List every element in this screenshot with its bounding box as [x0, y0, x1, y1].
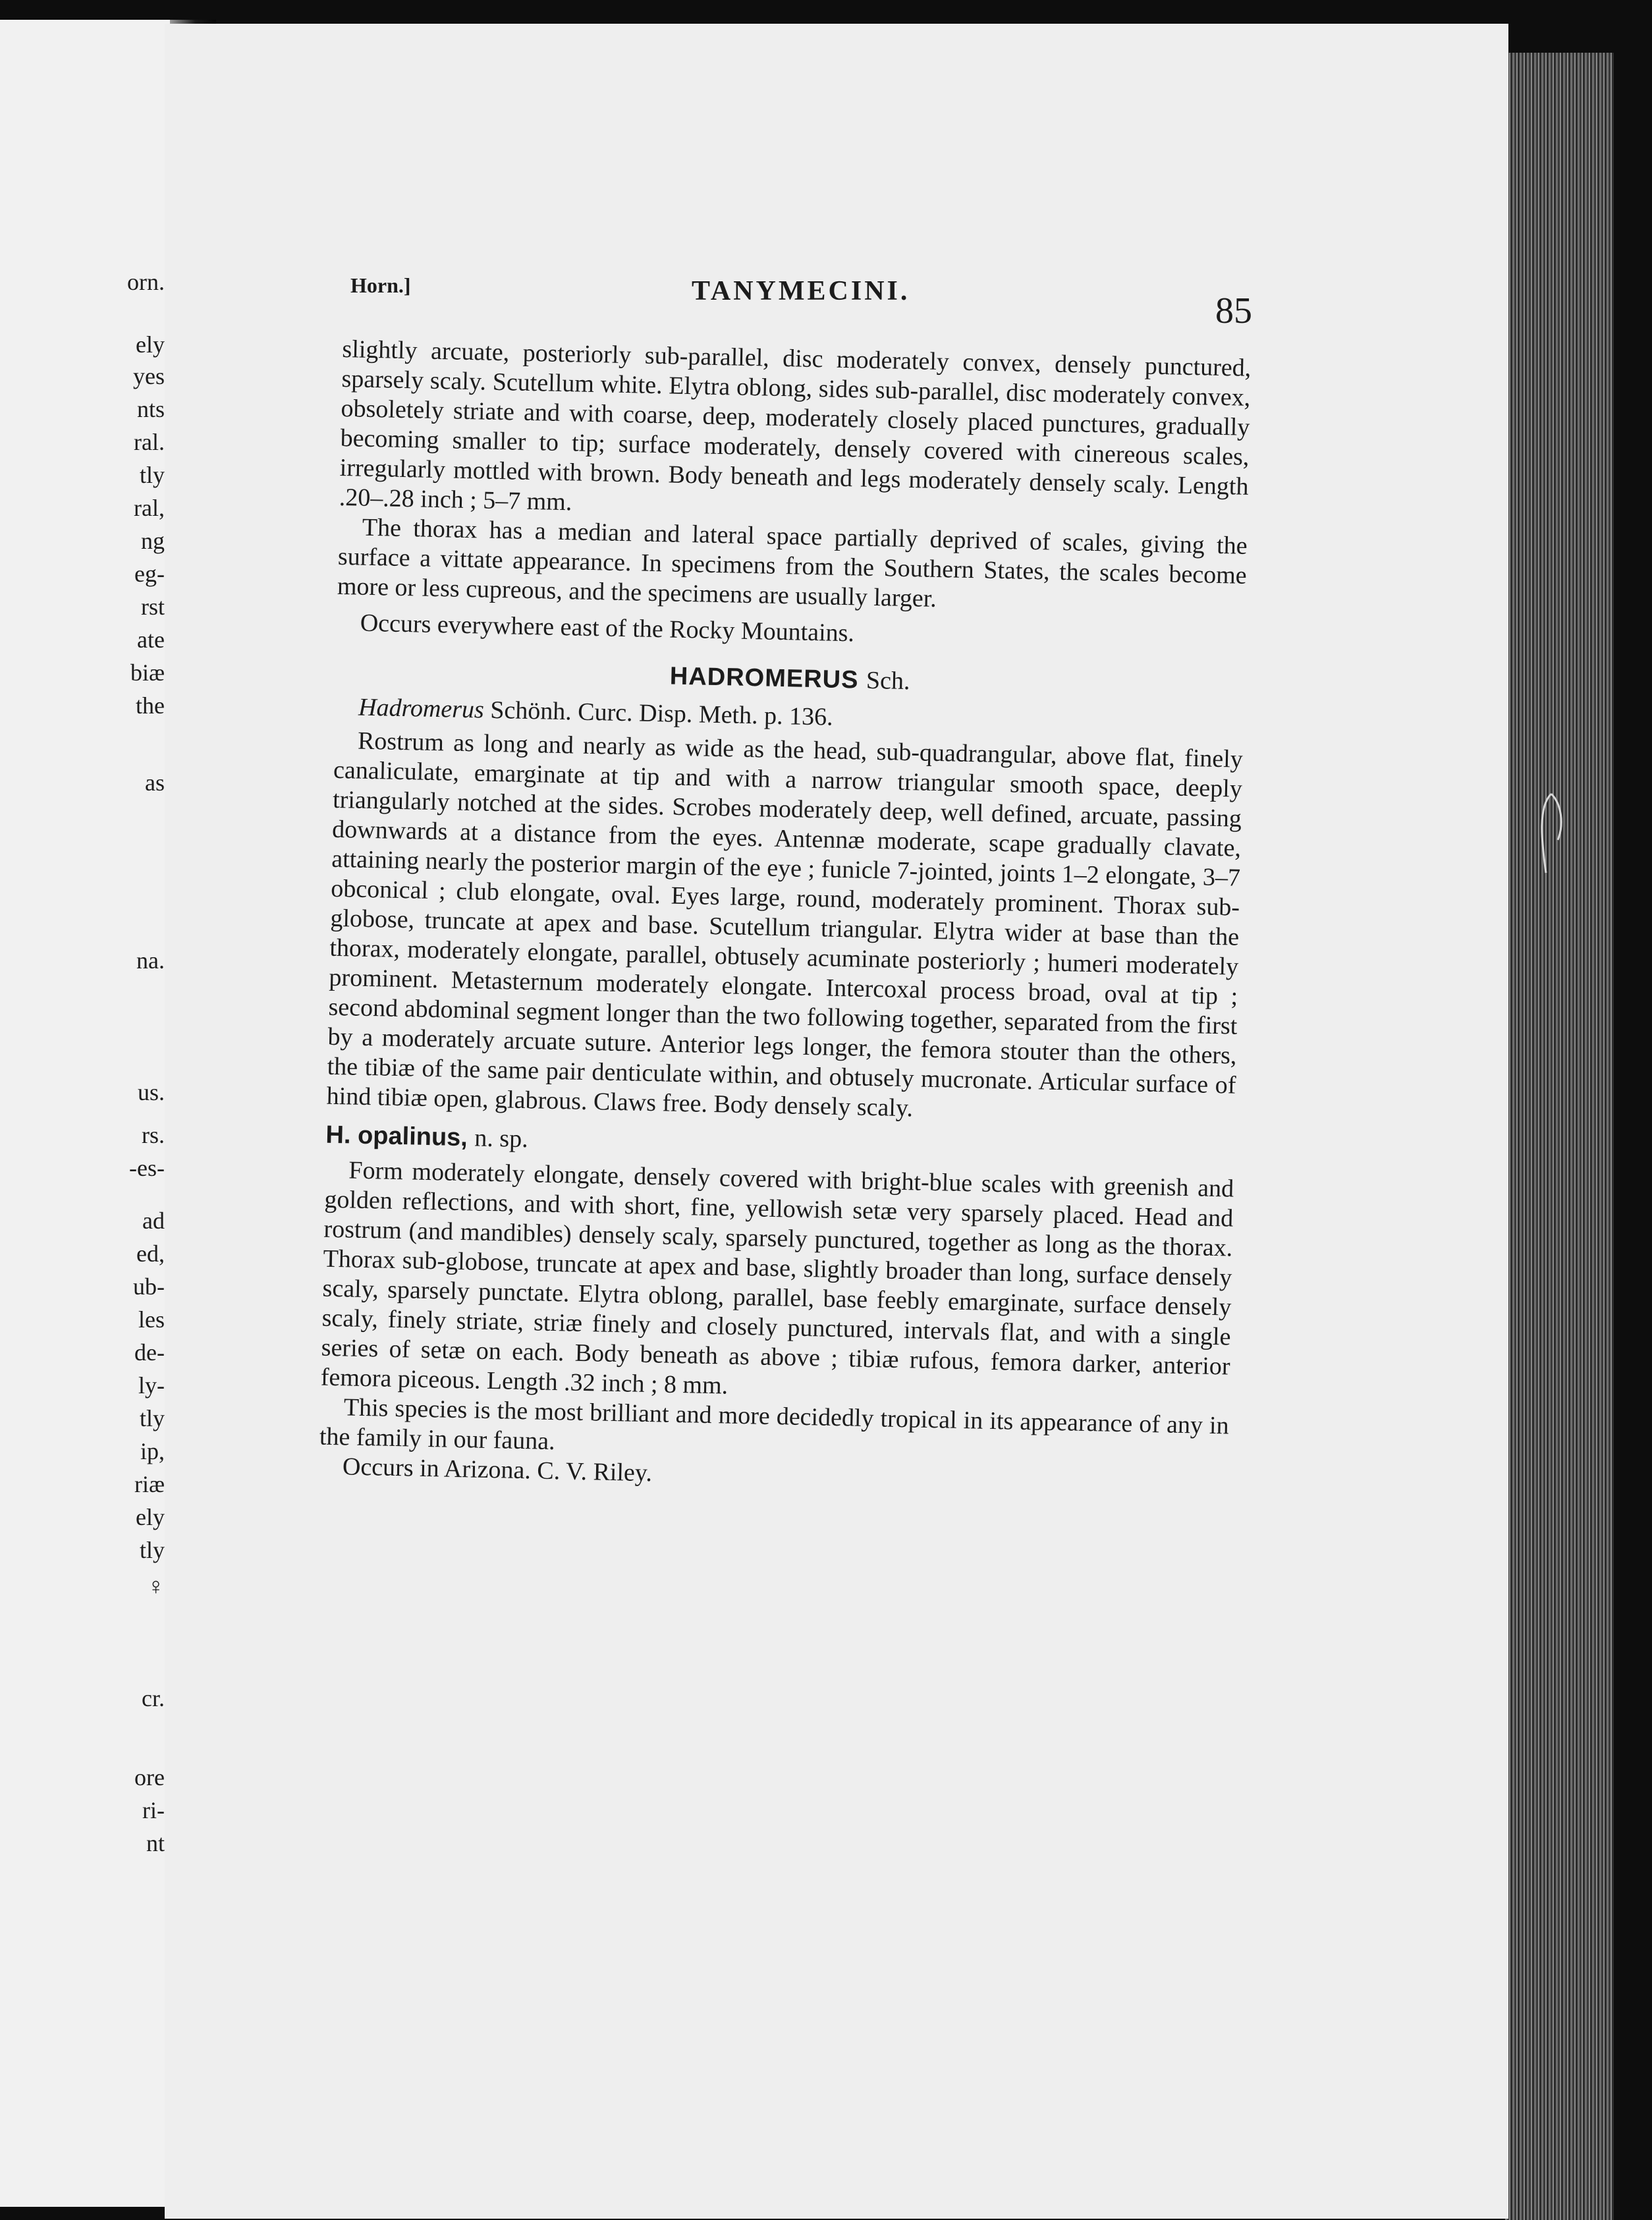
facing-page-fragment: ip,	[140, 1438, 165, 1464]
page-number: 85	[1215, 291, 1252, 331]
page-edges	[1505, 53, 1614, 2220]
genus-author: Sch.	[866, 666, 910, 696]
pencil-mark	[1531, 787, 1571, 879]
genus-reference-name: Hadromerus	[358, 693, 485, 724]
facing-page-fragment: the	[136, 692, 165, 719]
genus-name: HADROMERUS	[669, 662, 859, 694]
facing-page-fragment: ate	[137, 626, 165, 653]
facing-page-fragment: tly	[139, 462, 165, 488]
facing-page-fragment: rst	[141, 594, 165, 620]
paragraph-description-continued: slightly arcuate, posteriorly sub-parallel, disc moderately convex, densely punctured, sparsely scaly. Scutellum white. Elytra oblong, sides sub-parallel, disc moderately convex, obsoletely striate and with coarse, deep, moderately closely placed punctures, gradually becoming smaller to tip; surface moderately, densely covered with cinereous scales, irregularly mottled with brown. Body beneath and legs moderately densely scaly. Length .20–.28 inch ; 5–7 mm.	[339, 335, 1252, 516]
facing-page-fragment: tly	[139, 1405, 165, 1431]
facing-page-fragment: nts	[136, 396, 165, 422]
facing-page-fragment: cr.	[142, 1685, 165, 1711]
facing-page-fragment: ng	[141, 528, 165, 554]
paragraph-thorax-note: The thorax has a median and lateral space partially deprived of scales, giving the surface a vittate appearance. In specimens from the Southern States, the scales become more or less cupreous, and the specimens are usually larger.	[337, 513, 1248, 613]
facing-page-fragment: ral.	[134, 429, 165, 455]
facing-page-fragment: biæ	[130, 659, 165, 686]
facing-page-fragment: ri-	[142, 1797, 165, 1823]
species-name: H. opalinus,	[325, 1121, 468, 1152]
facing-page-fragment: us.	[137, 1079, 165, 1105]
paragraph-species-description: Form moderately elongate, densely covered with bright-blue scales with greenish and golden reflections, and with short, fine, yellowish setæ very sparsely placed. Head and rostrum (and mandibles) densely scaly, sparsely punctured, together as long as the thorax. Thorax sub-globose, truncate at apex and base, slightly broader than long, surface densely scaly, sparsely punctate. Elytra oblong, parallel, base feebly emarginate, surface densely scaly, finely striate, striæ finely and closely punctured, intervals flat, and with a single series of setæ on each. Body beneath as above ; tibiæ rufous, femora darker, anterior femora piceous. Length .32 inch ; 8 mm.	[320, 1156, 1234, 1400]
page-body	[319, 335, 1252, 1501]
paragraph-species-occurrence: Occurs in Arizona. C. V. Riley.	[342, 1453, 653, 1487]
facing-page-left	[0, 20, 186, 2207]
facing-page-fragment: ely	[136, 1504, 165, 1530]
genus-reference-citation: Schönh. Curc. Disp. Meth. p. 136.	[489, 696, 834, 731]
facing-page-fragment: ad	[142, 1207, 165, 1234]
facing-page-fragment: tly	[139, 1537, 165, 1563]
facing-page-fragment: ed,	[136, 1240, 165, 1267]
facing-page-fragment: ely	[136, 331, 165, 358]
facing-page-fragment: les	[138, 1306, 165, 1333]
facing-page-fragment: ly-	[138, 1372, 165, 1399]
paragraph-species-remark: This species is the most brilliant and more decidedly tropical in its appearance of any in the family in our fauna.	[319, 1393, 1230, 1456]
facing-page-fragment: eg-	[134, 561, 165, 587]
running-head-left: Horn.]	[350, 273, 411, 297]
facing-page-fragment: de-	[134, 1339, 165, 1366]
species-status: n. sp.	[474, 1124, 529, 1153]
facing-page-fragment: nt	[146, 1830, 165, 1856]
facing-page-fragment: as	[145, 769, 165, 796]
paragraph-occurrence: Occurs everywhere east of the Rocky Mountains.	[360, 609, 855, 648]
facing-page-fragment: -es-	[129, 1155, 165, 1181]
facing-page-fragment: ore	[134, 1764, 165, 1790]
facing-page-fragment: ♀	[147, 1573, 165, 1599]
facing-page-fragment: yes	[133, 363, 165, 389]
facing-page-fragment: ral,	[134, 495, 165, 521]
facing-page-fragment: na.	[136, 947, 165, 974]
facing-page-fragment: riæ	[134, 1471, 165, 1497]
running-head-title: TANYMECINI.	[692, 276, 910, 306]
facing-page-fragment: ub-	[133, 1273, 165, 1300]
paragraph-genus-description: Rostrum as long and nearly as wide as the head, sub-quadrangular, above flat, finely canaliculate, emarginate at tip and with a narrow triangular smooth space, deeply triangularly notched at the sides. Scrobes moderately deep, well defined, arcuate, passing downwards at a distance from the eyes. Antennæ moderate, scape gradually clavate, attaining nearly the posterior margin of the eye ; funicle 7-jointed, joints 1–2 elongate, 3–7 obconical ; club elongate, oval. Eyes large, round, moderately prominent. Thorax sub-globose, truncate at apex and base. Scutellum triangular. Elytra wider at base than the thorax, moderately elongate, parallel, obtusely acuminate posteriorly ; humeri moderately prominent. Metasternum moderately elongate. Intercoxal process broad, oval at tip ; second abdominal segment longer than the two following together, separated from the first by a moderately arcuate suture. Anterior legs longer, the femora stouter than the others, the tibiæ of the same pair denticulate within, and obtusely mucronate. Articular surface of hind tibiæ open, glabrous. Claws free. Body densely scaly.	[326, 727, 1244, 1123]
facing-page-fragment: rs.	[142, 1122, 165, 1148]
facing-page-fragment: orn.	[127, 269, 165, 295]
